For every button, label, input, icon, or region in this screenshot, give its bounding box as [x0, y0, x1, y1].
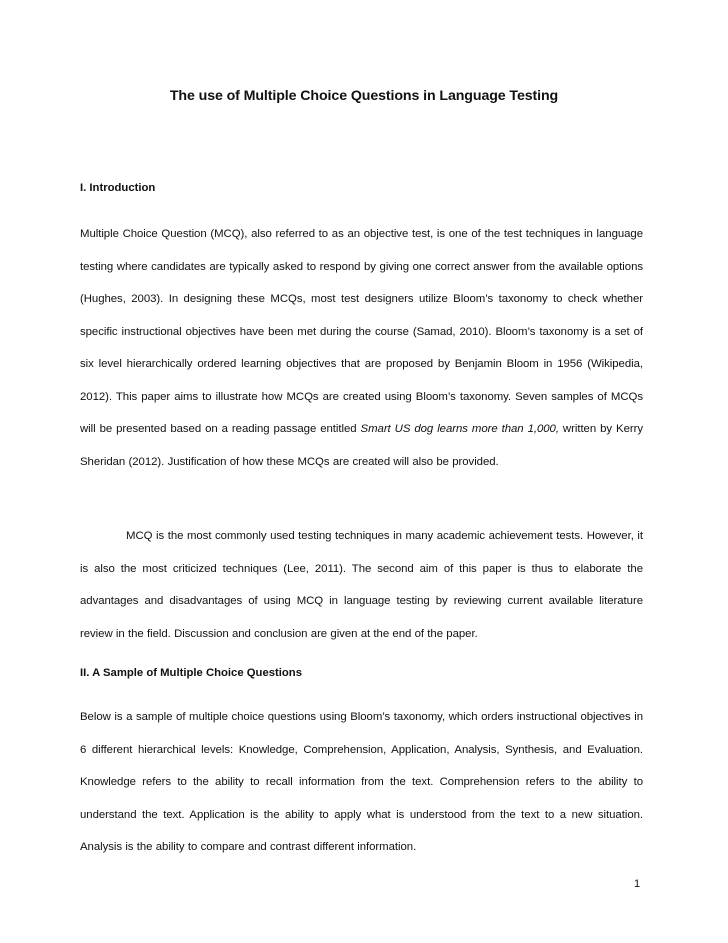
sample-mcq-paragraph-1 — [80, 701, 643, 864]
paragraph-text-part-2: written by Kerry Sheridan (2012). Justification of how these MCQs are created will also be provided. — [80, 423, 643, 468]
article-title-italic: Smart US dog learns more than 1,000, — [360, 423, 559, 435]
introduction-paragraph-1 — [80, 218, 643, 478]
page-number: 1 — [634, 878, 641, 890]
paragraph-text — [80, 218, 643, 478]
section-heading-introduction: I. Introduction — [80, 182, 156, 194]
paragraph-text: Below is a sample of multiple choice questions using Bloom’s taxonomy, which orders instructional objectives in 6 different hierarchical levels: Knowledge, Comprehension, Application, Analysis, Synthesis, and Evaluation. Knowledge refers to the ability to recall information from the text. Comprehension refers to the ability to understand the text. Application is the ability to apply what is understood from the text to a new situation. Analysis is the ability to compare and contrast different information. — [80, 711, 643, 853]
paragraph-text: MCQ is the most commonly used testing techniques in many academic achievement tests. However, it is also the most criticized techniques (Lee, 2011). The second aim of this paper is thus to elaborate the advantages and disadvantages of using MCQ in language testing by reviewing current available literature review in the field. Discussion and conclusion are given at the end of the paper. — [80, 530, 643, 640]
section-heading-sample-mcq: II. A Sample of Multiple Choice Questions — [80, 667, 302, 679]
document-title: The use of Multiple Choice Questions in Language Testing — [169, 88, 559, 104]
paragraph-text-part-1: Multiple Choice Question (MCQ), also referred to as an objective test, is one of the test techniques in language testing where candidates are typically asked to respond by giving one correct answer from the available options (Hughes, 2003). In designing these MCQs, most test designers utilize Bloom’s taxonomy to check whether specific instructional objectives have been met during the course (Samad, 2010). Bloom’s taxonomy is a set of six level hierarchically ordered learning objectives that are proposed by Benjamin Bloom in 1956 (Wikipedia, 2012). This paper aims to illustrate how MCQs are created using Bloom’s taxonomy. Seven samples of MCQs will be presented based on a reading passage entitled — [80, 228, 643, 435]
introduction-paragraph-2 — [80, 520, 643, 650]
